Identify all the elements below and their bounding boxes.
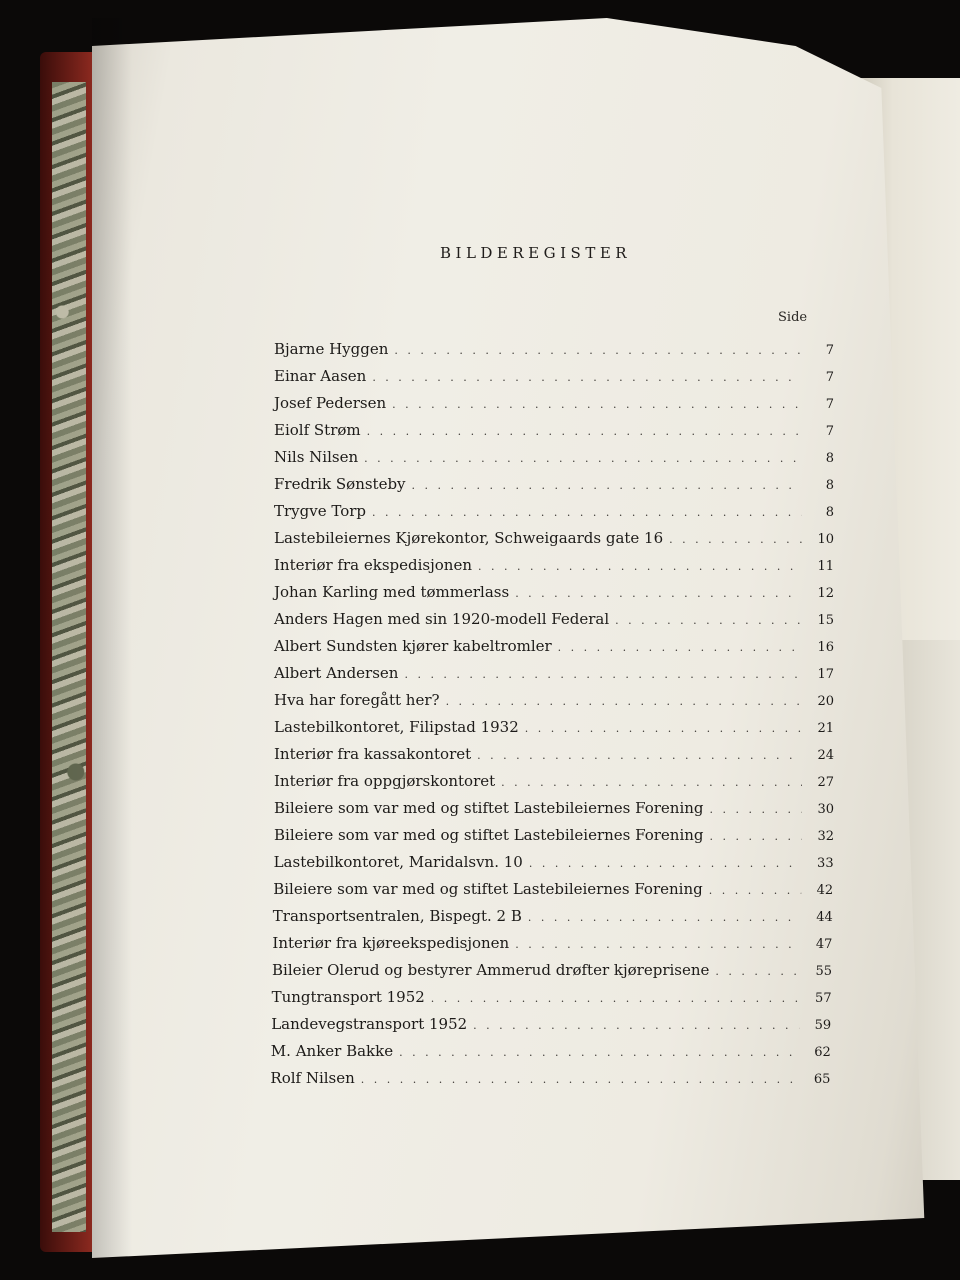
entry-label: Hva har foregått her?: [274, 691, 440, 709]
dot-leader: [709, 877, 801, 904]
entry-page-number: 44: [816, 910, 833, 925]
index-entry: [274, 822, 834, 849]
entry-label: Eiolf Strøm: [274, 421, 361, 439]
entry-label: Albert Sundsten kjører kabeltromler: [274, 637, 552, 655]
entry-label: Einar Aasen: [274, 367, 367, 385]
entry-page-number: 7: [825, 343, 834, 358]
index-entry: [274, 579, 834, 606]
dot-leader: [431, 985, 800, 1012]
index-entry: [274, 417, 834, 444]
index-entry: [272, 930, 832, 957]
index-entry: [274, 714, 834, 741]
dot-leader: [446, 688, 802, 715]
page-title: BILDEREGISTER: [440, 244, 632, 262]
dot-leader: [367, 418, 802, 445]
dot-leader: [529, 850, 802, 877]
entry-label: Interiør fra kassakontoret: [274, 745, 472, 763]
entry-page-number: 65: [813, 1072, 831, 1087]
index-entry: [274, 660, 834, 687]
dot-leader: [473, 1012, 799, 1039]
entry-label: Albert Andersen: [274, 664, 399, 682]
index-entry: [270, 1065, 830, 1092]
entry-label: Lastebileiernes Kjørekontor, Schweigaards gate 16: [274, 529, 664, 547]
entry-page-number: 47: [815, 937, 833, 952]
dot-leader: [615, 607, 802, 634]
entry-page-number: 17: [817, 667, 834, 682]
page-column-header: Side: [778, 310, 808, 325]
dot-leader: [477, 742, 802, 769]
dot-leader: [394, 337, 802, 364]
entry-page-number: 15: [817, 613, 834, 628]
entry-page-number: 42: [816, 883, 834, 898]
dot-leader: [525, 715, 802, 742]
dot-leader: [478, 553, 802, 580]
entry-page-number: 16: [817, 640, 834, 655]
index-entry: [274, 633, 834, 660]
entry-page-number: 8: [825, 451, 834, 466]
index-entry: [274, 390, 834, 417]
entry-label: Rolf Nilsen: [270, 1069, 355, 1087]
dot-leader: [361, 1066, 799, 1093]
index-entry: [274, 606, 834, 633]
entry-page-number: 10: [817, 532, 834, 547]
entry-page-number: 55: [815, 964, 832, 979]
entry-page-number: 57: [815, 991, 832, 1006]
entry-label: Transportsentralen, Bispegt. 2 B: [272, 907, 522, 925]
index-entry: [274, 741, 834, 768]
entry-label: Interiør fra kjøreekspedisjonen: [272, 934, 510, 952]
entry-label: Lastebilkontoret, Filipstad 1932: [274, 718, 519, 736]
entry-page-number: 27: [817, 775, 834, 790]
entry-label: Bileier Olerud og bestyrer Ammerud drøfter kjøreprisene: [272, 961, 710, 979]
entry-label: Anders Hagen med sin 1920-modell Federal: [274, 610, 610, 628]
dot-leader: [558, 634, 802, 661]
index-entry: [274, 498, 834, 525]
entry-page-number: 32: [817, 829, 834, 844]
entry-label: Josef Pedersen: [274, 394, 387, 412]
index-entry: [274, 471, 834, 498]
entry-page-number: 8: [825, 505, 834, 520]
entry-label: Nils Nilsen: [274, 448, 359, 466]
dot-leader: [710, 823, 802, 850]
index-entry: [274, 552, 834, 579]
entry-page-number: 30: [817, 802, 834, 817]
index-entry: [274, 687, 834, 714]
dot-leader: [364, 445, 802, 472]
entry-label: Fredrik Sønsteby: [274, 475, 406, 493]
entry-page-number: 12: [817, 586, 834, 601]
dot-leader: [372, 499, 802, 526]
index-entry: [274, 768, 834, 795]
dot-leader: [372, 364, 802, 391]
dot-leader: [412, 472, 802, 499]
entry-page-number: 20: [817, 694, 834, 709]
index-entry: [273, 903, 833, 930]
entry-label: M. Anker Bakke: [270, 1042, 394, 1060]
entry-label: Interiør fra oppgjørskontoret: [274, 772, 496, 790]
dot-leader: [515, 931, 800, 958]
entry-label: Bileiere som var med og stiftet Lastebileiernes Forening: [273, 880, 703, 898]
index-entry: [274, 849, 834, 876]
index-entry: [274, 525, 834, 552]
entry-label: Tungtransport 1952: [271, 988, 425, 1006]
entry-label: Landevegstransport 1952: [271, 1015, 468, 1033]
index-entry: [274, 444, 834, 471]
index-entry: [273, 876, 833, 903]
entry-page-number: 8: [825, 478, 834, 493]
entry-page-number: 7: [825, 397, 834, 412]
entry-label: Johan Karling med tømmerlass: [274, 583, 510, 601]
entry-page-number: 11: [817, 559, 834, 574]
index-entry: [274, 363, 834, 390]
dot-leader: [669, 526, 802, 553]
entry-page-number: 33: [817, 856, 834, 871]
index-entry: [274, 795, 834, 822]
entry-label: Bjarne Hyggen: [274, 340, 389, 358]
entry-label: Bileiere som var med og stiftet Lastebileiernes Forening: [274, 799, 704, 817]
entry-page-number: 62: [814, 1045, 831, 1060]
dot-leader: [515, 580, 802, 607]
entry-page-number: 24: [817, 748, 834, 763]
index-entry: [271, 1038, 831, 1065]
dot-leader: [501, 769, 802, 796]
entry-label: Trygve Torp: [274, 502, 367, 520]
entry-label: Bileiere som var med og stiftet Lastebileiernes Forening: [274, 826, 704, 844]
entry-label: Lastebilkontoret, Maridalsvn. 10: [273, 853, 523, 871]
dot-leader: [715, 958, 800, 985]
dot-leader: [528, 904, 801, 931]
entry-page-number: 21: [817, 721, 834, 736]
entry-label: Interiør fra ekspedisjonen: [274, 556, 472, 574]
dot-leader: [404, 661, 802, 688]
index-entry: [274, 336, 834, 363]
entry-page-number: 7: [825, 370, 834, 385]
index-entry: [271, 1011, 831, 1038]
dot-leader: [710, 796, 802, 823]
entry-page-number: 59: [814, 1018, 832, 1033]
index-entry: [272, 957, 832, 984]
index-entry: [272, 984, 832, 1011]
dot-leader: [392, 391, 802, 418]
entry-page-number: 7: [825, 424, 834, 439]
index-list: [270, 336, 834, 1092]
dot-leader: [399, 1039, 799, 1066]
